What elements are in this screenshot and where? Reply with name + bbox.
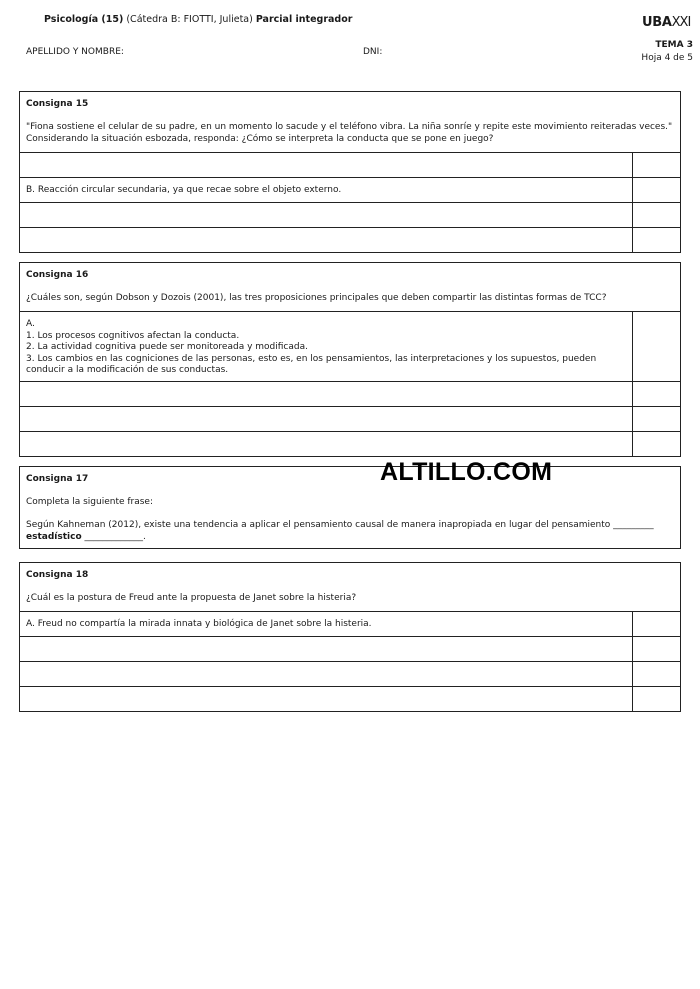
name-label: APELLIDO Y NOMBRE: [26, 47, 124, 57]
exam-type: Parcial integrador [255, 14, 353, 25]
answer-check-cell [633, 312, 680, 381]
course-name: Psicología (15) [44, 14, 124, 25]
answer-check-cell [633, 407, 680, 431]
consigna-15-block [19, 91, 681, 253]
dni-label: DNI: [363, 47, 383, 57]
answer-text: B. Reacción circular secundaria, ya que recae sobre el objeto externo. [20, 178, 633, 202]
answer-text: A. Freud no compartía la mirada innata y biológica de Janet sobre la histeria. [20, 612, 633, 636]
consigna-title: Consigna 16 [26, 270, 89, 280]
answer-text [20, 312, 633, 381]
page-indicator: Hoja 4 de 5 [641, 53, 693, 63]
answer-text [20, 432, 633, 456]
consigna-question: "Fiona sostiene el celular de su padre, en un momento lo sacude y el teléfono vibra. La niña sonríe y repite este movimiento reiteradas veces." Considerando la situación esbozada, responda: ¿Cómo se interpreta la conducta que se pone en juego? [26, 122, 673, 144]
consigna-title: Consigna 17 [26, 474, 89, 484]
answer-line: 2. La actividad cognitiva puede ser monitoreada y modificada. [26, 342, 308, 352]
answer-text [20, 687, 633, 711]
consigna-question: ¿Cuáles son, según Dobson y Dozois (2001), las tres proposiciones principales que deben compartir las distintas formas de TCC? [26, 293, 607, 303]
answer-line: 1. Los procesos cognitivos afectan la conducta. [26, 330, 240, 341]
answer-row [20, 611, 680, 636]
consigna-instruction: Completa la siguiente frase: [26, 497, 154, 507]
answer-check-cell [633, 637, 680, 661]
answer-row [20, 311, 680, 381]
sentence-end: _____________. [81, 532, 146, 542]
consigna-17-block [19, 466, 681, 549]
answer-row [20, 686, 680, 711]
answer-check-cell [633, 662, 680, 686]
answer-text [20, 662, 633, 686]
uba-xxi-logo [642, 15, 690, 30]
logo-suffix: XXI [671, 15, 691, 30]
answer-line: A. [26, 319, 35, 329]
consigna-16-block [19, 262, 681, 457]
answer-row [20, 202, 680, 227]
answer-text [20, 637, 633, 661]
answer-row [20, 177, 680, 202]
answer-text [20, 407, 633, 431]
watermark-text: ALTILLO.COM [380, 458, 553, 486]
logo-main: UBA [642, 15, 672, 30]
answer-text [20, 228, 633, 252]
answer-check-cell [633, 432, 680, 456]
course-title [44, 14, 352, 25]
answer-row [20, 661, 680, 686]
answer-row [20, 431, 680, 456]
answer-row [20, 381, 680, 406]
answer-row [20, 227, 680, 252]
answer-check-cell [633, 153, 680, 177]
answer-row [20, 406, 680, 431]
sentence-start: Según Kahneman (2012), existe una tendencia a aplicar el pensamiento causal de manera inapropiada en lugar del pensamiento _________ [26, 520, 654, 530]
answer-check-cell [633, 687, 680, 711]
answer-row [20, 152, 680, 177]
answer-check-cell [633, 178, 680, 202]
answer-row [20, 636, 680, 661]
answer-text [20, 382, 633, 406]
course-chair: (Cátedra B: FIOTTI, Julieta) [123, 14, 256, 25]
sentence-answer: estadístico [26, 532, 82, 542]
consigna-title: Consigna 15 [26, 99, 89, 109]
consigna-title: Consigna 18 [26, 570, 89, 580]
consigna-question: ¿Cuál es la postura de Freud ante la propuesta de Janet sobre la histeria? [26, 593, 357, 603]
consigna-sentence [26, 519, 674, 543]
tema-label: TEMA 3 [655, 40, 693, 50]
consigna-18-block [19, 562, 681, 712]
answer-text [20, 203, 633, 227]
answer-check-cell [633, 612, 680, 636]
answer-check-cell [633, 203, 680, 227]
answer-check-cell [633, 228, 680, 252]
answer-check-cell [633, 382, 680, 406]
answer-text [20, 153, 633, 177]
answer-line: 3. Los cambios en las cogniciones de las personas, esto es, en los pensamientos, las interpretaciones y los supuestos, pueden conducir a la modificación de sus conductas. [26, 353, 597, 375]
